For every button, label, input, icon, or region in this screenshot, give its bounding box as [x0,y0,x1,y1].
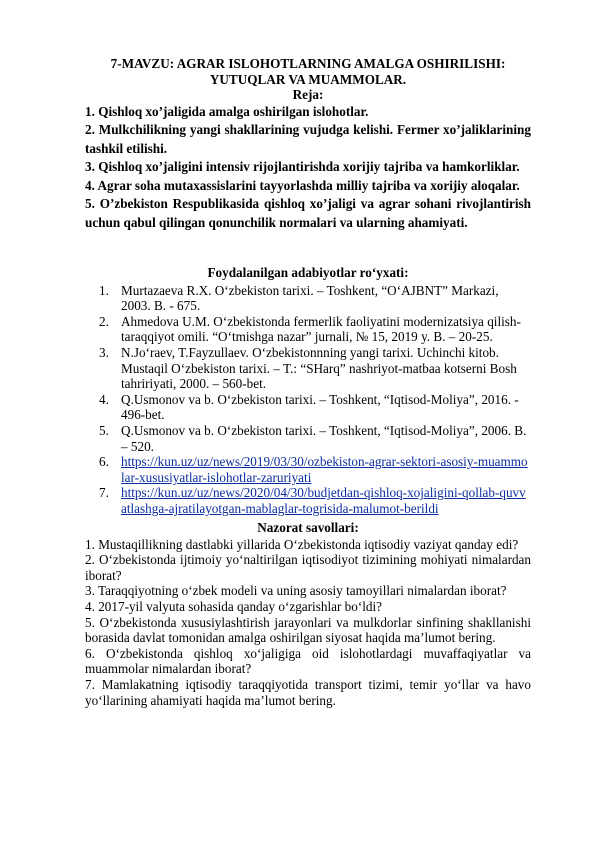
question-item: 2. O‘zbekistonda ijtimoiy yo‘naltirilgan iqtisodiyot tizimining mohiyati nimalardan iborat? [85,552,531,583]
reference-item [85,314,531,345]
reference-text: Q.Usmonov va b. O‘zbekiston tarixi. – Toshkent, “Iqtisod-Moliya”, 2016. - 496-bet. [121,391,519,423]
topic-title-line-2: YUTUQLAR VA MUAMMOLAR. [209,71,407,87]
topic-title-line-1: 7-MAVZU: AGRAR ISLOHOTLARNING AMALGA OSHIRILISHI: [110,56,506,71]
reference-text: Q.Usmonov va b. O‘zbekiston tarixi. – Toshkent, “Iqtisod-Moliya”, 2006. B. – 520. [121,423,527,454]
plan-item: 2. Mulkchilikning yangi shakllarining vujudga kelishi. Fermer xo’jaliklarining tashkil etilishi. [85,122,531,156]
plan-item: 3. Qishloq xo’jaligini intensiv rijojlantirishda xorijiy tajriba va hamkorliklar. [85,159,520,175]
reference-link[interactable]: https://kun.uz/uz/news/2020/04/30/budjetdan-qishloq-xojaligini-qollab-quvvatlashga-ajratilayotgan-mablaglar-togrisida-malumot-berildi [121,485,526,516]
reference-item [85,283,531,314]
questions-list [85,537,531,709]
question-item: 6. O‘zbekistonda qishloq xo‘jaligiga oid islohotlardagi muvaffaqiyatlar va muammolar nimalardan iborat? [85,645,531,677]
reference-number: 6. [99,454,109,470]
reference-number: 7. [99,485,109,501]
plan-item: 1. Qishloq xo’jaligida amalga oshirilgan islohotlar. [85,103,369,119]
references-list [85,283,531,517]
document-page [85,56,531,708]
reference-text: Murtazaeva R.X. O‘zbekiston tarixi. – Toshkent, “O‘AJBNT” Markazi, 2003. B. - 675. [121,282,499,314]
reference-number: 2. [99,313,109,329]
reference-item [85,392,531,423]
reference-number: 5. [99,423,109,438]
topic-title [85,56,531,87]
reference-link[interactable]: https://kun.uz/uz/news/2019/03/30/ozbekiston-agrar-sektori-asosiy-muammolar-xususiyatlar-islohotlar-zaruriyati [121,454,528,485]
references-heading: Foydalanilgan adabiyotlar ro‘yxati: [207,264,409,280]
reference-item [85,454,531,485]
question-item: 4. 2017-yil valyuta sohasida qanday o‘zgarishlar bo‘ldi? [85,598,383,614]
reference-item [85,423,531,454]
reference-item [85,485,531,516]
questions-heading: Nazorat savollari: [257,519,359,535]
reference-text: Ahmedova U.M. O‘zbekistonda fermerlik faoliyatini modernizatsiya qilish-taraqqiyot omili. “O‘tmishga nazar” jurnali, № 15, 2019 y. B. – 20-25. [121,313,521,345]
reference-number: 4. [99,391,109,407]
question-item: 3. Taraqqiyotning o‘zbek modeli va uning asosiy tamoyillari nimalardan iborat? [85,583,507,599]
question-item: 7. Mamlakatning iqtisodiy taraqqiyotida transport tizimi, temir yo‘llar va havo yo‘llarining ahamiyati haqida ma’lumot bering. [85,676,531,708]
reference-number: 1. [99,282,109,298]
reference-text: N.Jo‘raev, T.Fayzullaev. O‘zbekistonnning yangi tarixi. Uchinchi kitob. Mustaqil O‘zbekiston tarixi. – T.: “SHarq” nashriyot-matbaa kotserni Bosh tahririyati, 2000. – 560-bet. [121,345,517,392]
plan-item: 4. Agrar soha mutaxassislarini tayyorlashda milliy tajriba va xorijiy aloqalar. [85,177,520,193]
plan-list [85,103,531,233]
question-item: 5. O‘zbekistonda xususiylashtirish jarayonlari va mulkdorlar sinfining shakllanishi borasida davlat tomonidan amalga oshirilgan siyosat haqida ma’lumot bering. [85,614,531,646]
plan-heading: Reja: [292,87,324,102]
plan-item: 5. O’zbekiston Respublikasida qishloq xo’jaligi va agrar sohani rivojlantirish uchun qabul qilingan qonunchilik normalari va ularning ahamiyati. [85,196,531,231]
reference-number: 3. [99,345,109,361]
question-item: 1. Mustaqillikning dastlabki yillarida O‘zbekistonda iqtisodiy vaziyat qanday edi? [85,536,519,552]
reference-item [85,345,531,392]
